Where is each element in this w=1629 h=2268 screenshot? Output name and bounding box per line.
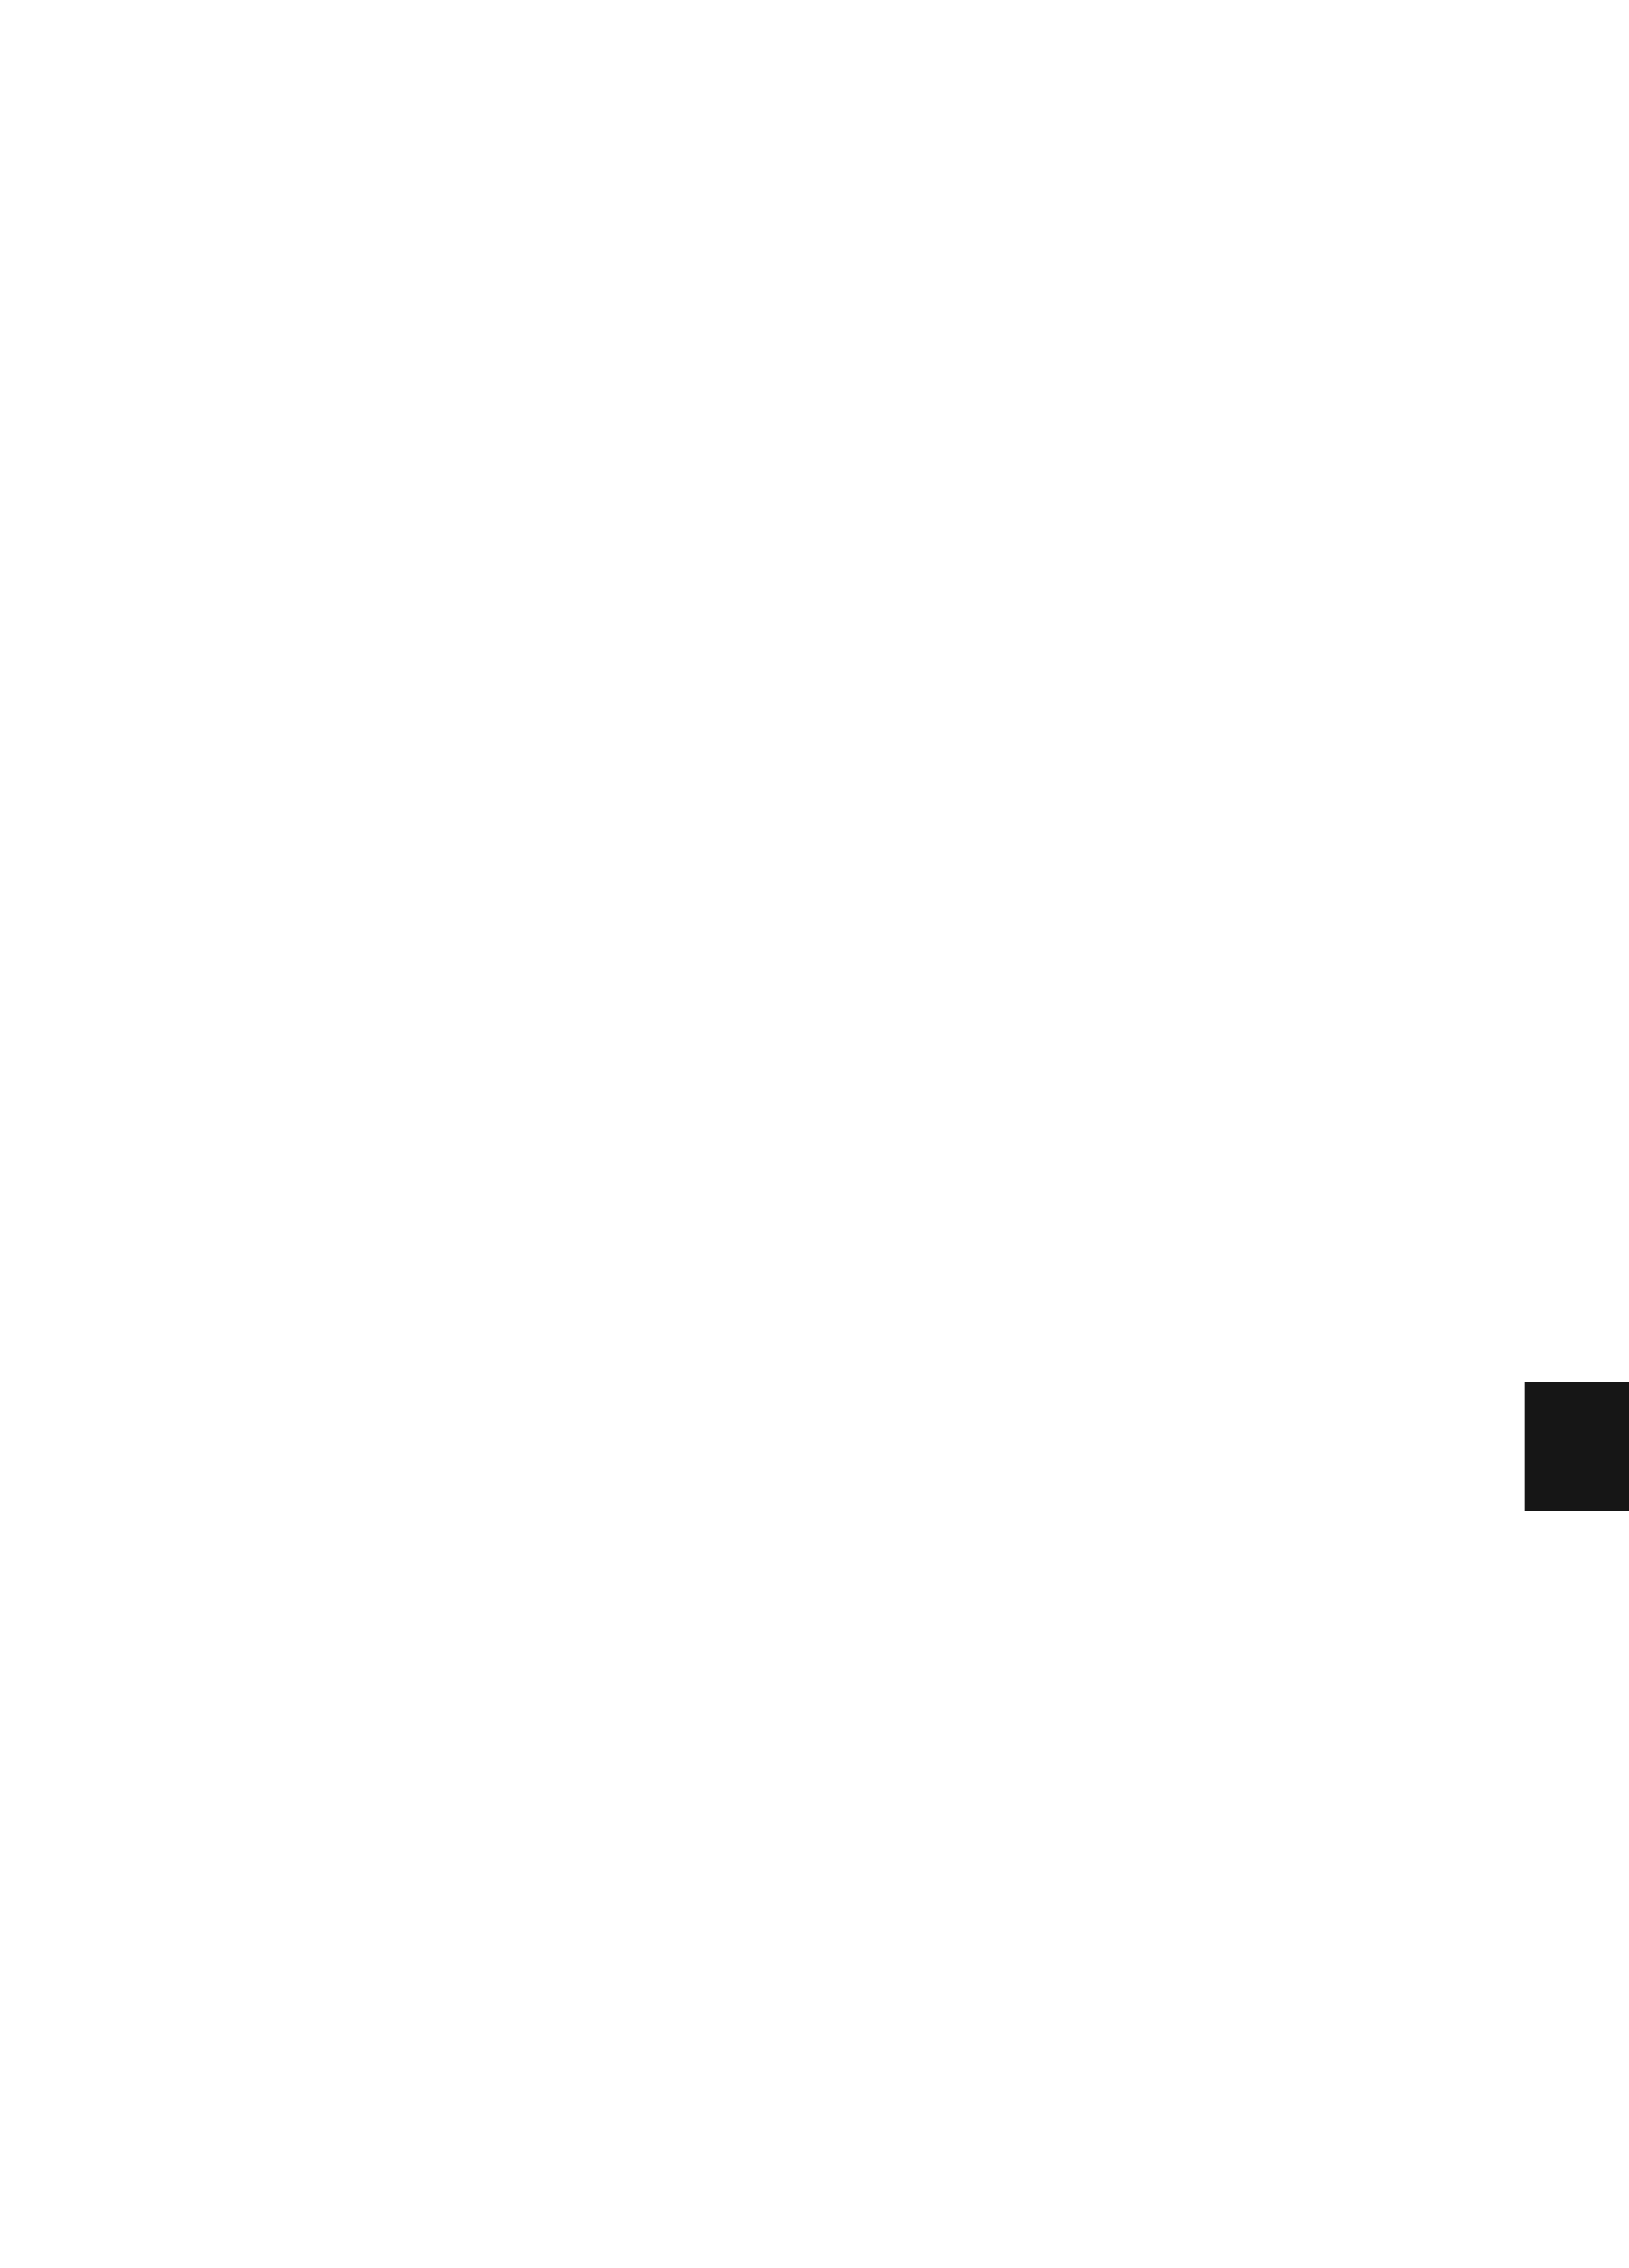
thumb-index-tab (1525, 1382, 1629, 1511)
